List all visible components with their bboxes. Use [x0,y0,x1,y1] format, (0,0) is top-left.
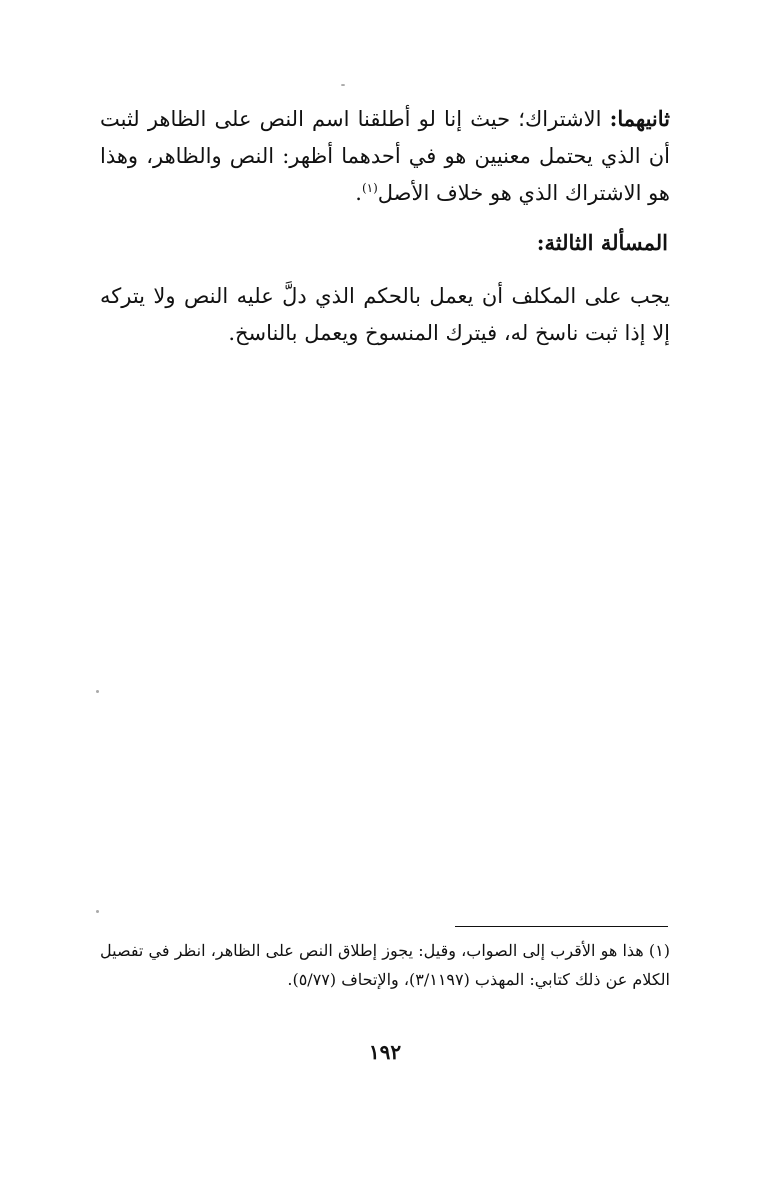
paragraph-end: . [355,181,362,205]
section-heading: المسألة الثالثة: [536,230,668,255]
footnote-divider [455,926,668,927]
paragraph-third-issue: يجب على المكلف أن يعمل بالحكم الذي دلَّ عليه النص ولا يتركه إلا إذا ثبت ناسخ له، فيترك المنسوخ ويعمل بالناسخ. [100,284,670,345]
paragraph-text: الاشتراك؛ حيث إنا لو أطلقنا اسم النص على الظاهر لثبت أن الذي يحتمل معنيين هو في أحدهما أظهر: النص والظاهر، وهذا هو الاشتراك الذي هو خلاف الأصل [100,107,670,205]
scan-speck [341,84,345,86]
footnote-marker: (١) [648,941,670,960]
footnote-text: هذا هو الأقرب إلى الصواب، وقيل: يجوز إطلاق النص على الظاهر، انظر في تفصيل الكلام عن ذلك كتابي: المهذب (٣/١١٩٧)، والإتحاف (٥/٧٧). [100,941,670,989]
footnote-reference[interactable]: (١) [361,181,378,195]
scan-speck [96,690,99,693]
page-number: ١٩٢ [368,1040,402,1064]
paragraph-second-reason [100,100,670,212]
footnote [100,936,670,994]
paragraph-lead: ثانيهما: [609,106,670,131]
scan-speck [96,910,99,913]
